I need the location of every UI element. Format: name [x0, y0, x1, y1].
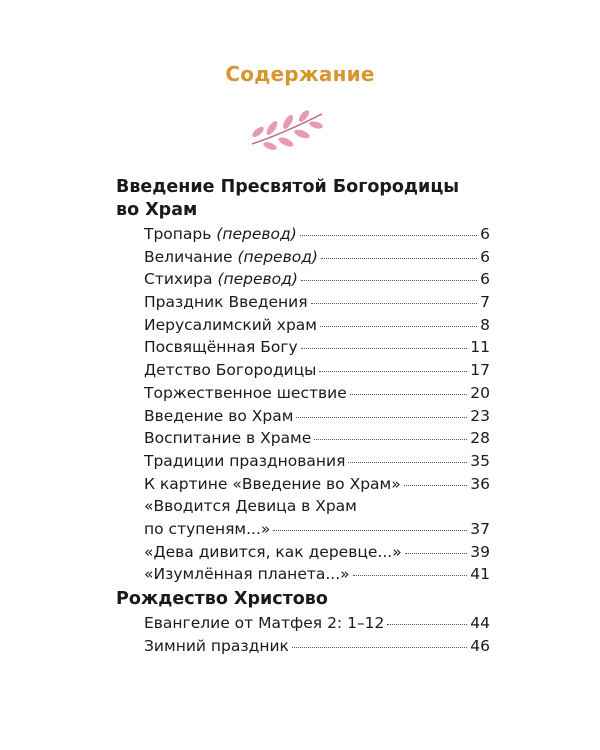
toc-page-number: 6: [480, 270, 490, 289]
toc-page-number: 35: [470, 451, 490, 470]
toc-entry-label: [144, 563, 350, 586]
toc-entry-label: [144, 291, 308, 314]
toc-page-number: 6: [480, 225, 490, 243]
toc-entry-label: [144, 541, 402, 564]
toc-page-number: 11: [470, 338, 490, 357]
dot-leader: [404, 485, 468, 486]
toc-entry-label: [144, 495, 357, 518]
toc-entry-label: [144, 427, 311, 450]
toc-entry[interactable]: [144, 612, 490, 635]
toc-page-number: 6: [480, 247, 490, 266]
toc-entry-text: «Изумлённая планета...»: [144, 565, 350, 584]
toc-entry-text: К картине «Введение во Храм»: [144, 474, 401, 493]
toc-entry-label: [144, 612, 384, 635]
toc-entry-label: [144, 223, 297, 246]
toc-entry-label: [144, 518, 270, 541]
toc-entry[interactable]: [144, 635, 490, 658]
toc-page-number: 28: [470, 429, 490, 448]
toc-page-number: 17: [470, 361, 490, 380]
toc-entry-note: (перевод): [237, 247, 318, 266]
section-entries: [144, 223, 490, 586]
toc-entry-text: Величание: [144, 247, 238, 266]
toc-entry[interactable]: [144, 427, 490, 450]
toc-page-number: 8: [480, 315, 490, 334]
toc-entry-text: Торжественное шествие: [144, 383, 347, 402]
dot-leader: [348, 462, 467, 463]
dot-leader: [300, 235, 477, 236]
toc-page-number: 39: [470, 542, 490, 561]
dot-leader: [319, 371, 467, 372]
toc-entry-label: [144, 314, 317, 337]
dot-leader: [350, 394, 468, 395]
toc-page-number: 23: [470, 406, 490, 425]
section-title-continued: во Храм: [116, 200, 198, 220]
toc-entry[interactable]: [144, 405, 490, 428]
dot-leader: [273, 530, 467, 531]
dot-leader: [353, 575, 468, 576]
toc-page-number: 20: [470, 383, 490, 402]
toc-entry-text: Стихира: [144, 270, 218, 289]
toc-entry[interactable]: [144, 314, 490, 337]
toc-page-number: 41: [470, 565, 490, 584]
toc-entry-text: «Вводится Девица в Храм: [144, 497, 357, 516]
section-title: Введение Пресвятой Богородицы: [116, 177, 460, 197]
toc-entry[interactable]: [144, 495, 490, 518]
toc-entry[interactable]: [144, 518, 490, 541]
toc-entry[interactable]: [144, 223, 490, 246]
toc-entry-label: [144, 359, 316, 382]
section-title: Рождество Христово: [116, 589, 328, 609]
toc-entry-text: Воспитание в Храме: [144, 429, 312, 448]
dot-leader: [314, 439, 467, 440]
toc-entry[interactable]: [144, 450, 490, 473]
toc-page-number: 36: [470, 474, 490, 493]
dot-leader: [301, 280, 477, 281]
toc-entry[interactable]: [144, 359, 490, 382]
table-of-contents: [116, 176, 490, 657]
dot-leader: [320, 326, 477, 327]
toc-entry-label: [144, 635, 289, 658]
toc-entry-label: [144, 268, 298, 291]
section-entries: [144, 612, 490, 657]
toc-entry-label: [144, 246, 318, 269]
toc-entry[interactable]: [144, 541, 490, 564]
toc-entry-label: [144, 382, 347, 405]
toc-entry-label: [144, 405, 293, 428]
toc-entry-text: Детство Богородицы: [144, 361, 317, 380]
dot-leader: [292, 647, 467, 648]
toc-entry[interactable]: [144, 246, 490, 269]
toc-entry[interactable]: [144, 382, 490, 405]
leaf-sprig-icon: [248, 108, 328, 152]
toc-page-number: 44: [470, 614, 490, 632]
toc-entry-text: по ступеням...»: [144, 519, 271, 538]
page-title: Содержание: [225, 62, 375, 86]
toc-entry-text: Традиции празднования: [144, 451, 346, 470]
dot-leader: [321, 258, 477, 259]
dot-leader: [296, 417, 467, 418]
toc-page-number: 46: [470, 636, 490, 655]
toc-entry-label: [144, 336, 298, 359]
toc-entry[interactable]: [144, 291, 490, 314]
toc-entry-text: Евангелие от Матфея 2: 1–12: [144, 614, 385, 632]
toc-entry-text: «Дева дивится, как деревце...»: [144, 542, 402, 561]
toc-entry-text: Иерусалимский храм: [144, 315, 317, 334]
toc-entry[interactable]: [144, 473, 490, 496]
dot-leader: [301, 348, 468, 349]
toc-entry-label: [144, 450, 345, 473]
dot-leader: [311, 303, 478, 304]
toc-entry[interactable]: [144, 336, 490, 359]
dot-leader: [387, 624, 467, 625]
toc-entry-text: Посвящённая Богу: [144, 338, 298, 357]
toc-entry-note: (перевод): [216, 225, 297, 243]
toc-entry-text: Тропарь: [144, 225, 217, 243]
toc-page-number: 7: [480, 293, 490, 312]
toc-entry-text: Праздник Введения: [144, 293, 308, 312]
dot-leader: [405, 553, 468, 554]
toc-entry-note: (перевод): [217, 270, 298, 289]
toc-entry-text: Зимний праздник: [144, 636, 289, 655]
toc-entry[interactable]: [144, 268, 490, 291]
toc-entry-label: [144, 473, 401, 496]
toc-entry[interactable]: [144, 563, 490, 586]
toc-entry-text: Введение во Храм: [144, 406, 294, 425]
toc-page-number: 37: [470, 519, 490, 538]
